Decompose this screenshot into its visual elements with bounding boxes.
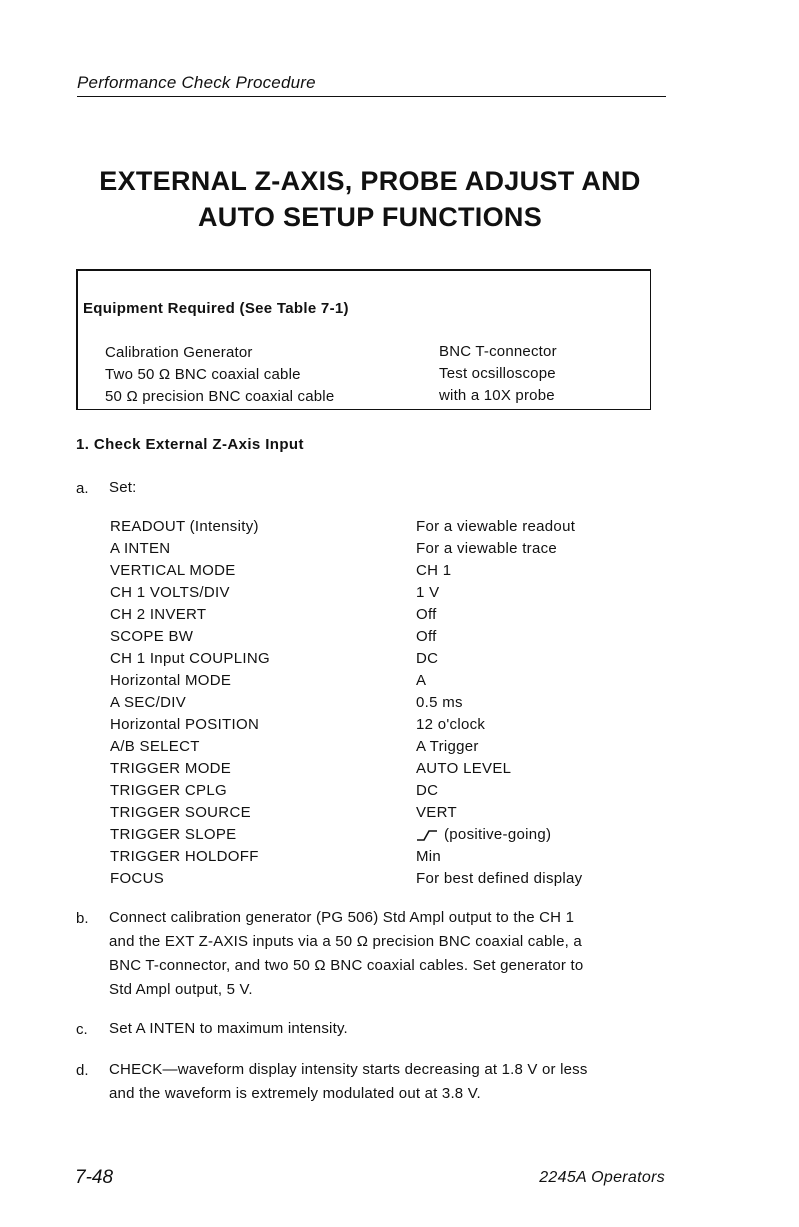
settings-row <box>110 560 630 582</box>
setting-value: 0.5 ms <box>416 694 463 711</box>
setting-control: CH 1 VOLTS/DIV <box>110 584 230 601</box>
setting-value: CH 1 <box>416 562 452 579</box>
setting-control: READOUT (Intensity) <box>110 518 259 535</box>
setting-value: For best defined display <box>416 870 583 887</box>
step-d-line: CHECK—waveform display intensity starts decreasing at 1.8 V or less <box>109 1061 588 1078</box>
setting-control: Horizontal MODE <box>110 672 232 689</box>
header-rule <box>77 96 666 97</box>
step-b-line: Std Ampl output, 5 V. <box>109 981 253 998</box>
setting-value: AUTO LEVEL <box>416 760 512 777</box>
settings-row <box>110 780 630 802</box>
settings-row <box>110 868 630 890</box>
step-a-letter: a. <box>76 480 89 497</box>
step-b-line: and the EXT Z-AXIS inputs via a 50 Ω precision BNC coaxial cable, a <box>109 933 582 950</box>
setting-value: DC <box>416 650 439 667</box>
step-b-text <box>109 906 669 1002</box>
section-title-line-2: AUTO SETUP FUNCTIONS <box>197 202 543 232</box>
setting-value: A <box>416 672 427 689</box>
equipment-item: with a 10X probe <box>439 387 555 404</box>
step-b-line: Connect calibration generator (PG 506) Std Ampl output to the CH 1 <box>109 909 575 926</box>
equipment-item: BNC T-connector <box>439 343 557 360</box>
setting-control: SCOPE BW <box>110 628 194 645</box>
settings-row <box>110 824 630 846</box>
section-title-line-1: EXTERNAL Z-AXIS, PROBE ADJUST AND <box>99 166 641 196</box>
setting-control: TRIGGER MODE <box>110 760 232 777</box>
setting-value: VERT <box>416 804 457 821</box>
settings-row <box>110 758 630 780</box>
settings-row <box>110 516 630 538</box>
manual-name: 2245A Operators <box>539 1169 665 1186</box>
settings-row <box>110 846 630 868</box>
setting-control: A SEC/DIV <box>110 694 187 711</box>
setting-value: Off <box>416 606 437 623</box>
step-b-line: BNC T-connector, and two 50 Ω BNC coaxial cables. Set generator to <box>109 957 584 974</box>
page-number: 7-48 <box>75 1167 114 1188</box>
settings-row <box>110 648 630 670</box>
setting-control: TRIGGER SOURCE <box>110 804 251 821</box>
equipment-item: Two 50 Ω BNC coaxial cable <box>105 366 301 383</box>
settings-row <box>110 714 630 736</box>
step-d-line: and the waveform is extremely modulated out at 3.8 V. <box>109 1085 481 1102</box>
step-c-letter: c. <box>76 1021 88 1038</box>
equipment-item: Calibration Generator <box>105 344 253 361</box>
setting-value: Min <box>416 848 442 865</box>
setting-value: 1 V <box>416 584 440 601</box>
settings-row <box>110 582 630 604</box>
setting-value: 12 o'clock <box>416 716 486 733</box>
settings-row <box>110 604 630 626</box>
setting-value: Off <box>416 628 437 645</box>
settings-row <box>110 626 630 648</box>
setting-control: Horizontal POSITION <box>110 716 260 733</box>
setting-control: TRIGGER CPLG <box>110 782 227 799</box>
running-header: Performance Check Procedure <box>77 73 316 92</box>
setting-value: A Trigger <box>416 738 479 755</box>
setting-control: A INTEN <box>110 540 171 557</box>
setting-control: VERTICAL MODE <box>110 562 236 579</box>
settings-table <box>110 516 630 890</box>
setting-value: For a viewable readout <box>416 518 576 535</box>
settings-row <box>110 692 630 714</box>
slope-value-text: (positive-going) <box>444 826 552 843</box>
settings-row <box>110 538 630 560</box>
equipment-item: 50 Ω precision BNC coaxial cable <box>105 388 335 405</box>
step-d-letter: d. <box>76 1062 89 1079</box>
settings-row <box>110 670 630 692</box>
setting-control: CH 2 INVERT <box>110 606 207 623</box>
equipment-heading: Equipment Required (See Table 7-1) <box>83 300 349 317</box>
step-a-text: Set: <box>109 479 137 496</box>
step-1-heading: 1. Check External Z-Axis Input <box>76 436 304 453</box>
setting-value-slope <box>416 824 630 846</box>
settings-row <box>110 736 630 758</box>
settings-row <box>110 802 630 824</box>
setting-control: TRIGGER SLOPE <box>110 826 237 843</box>
step-b-letter: b. <box>76 910 89 927</box>
equipment-list-right <box>439 341 557 407</box>
equipment-list-left <box>105 342 334 408</box>
setting-value: For a viewable trace <box>416 540 558 557</box>
step-c-text: Set A INTEN to maximum intensity. <box>109 1020 348 1037</box>
setting-value: DC <box>416 782 439 799</box>
setting-control: A/B SELECT <box>110 738 200 755</box>
section-title <box>60 163 680 235</box>
setting-control: CH 1 Input COUPLING <box>110 650 270 667</box>
positive-slope-icon <box>416 829 438 841</box>
setting-control: TRIGGER HOLDOFF <box>110 848 259 865</box>
equipment-item: Test ocsilloscope <box>439 365 556 382</box>
step-d-text <box>109 1058 669 1106</box>
setting-control: FOCUS <box>110 870 164 887</box>
